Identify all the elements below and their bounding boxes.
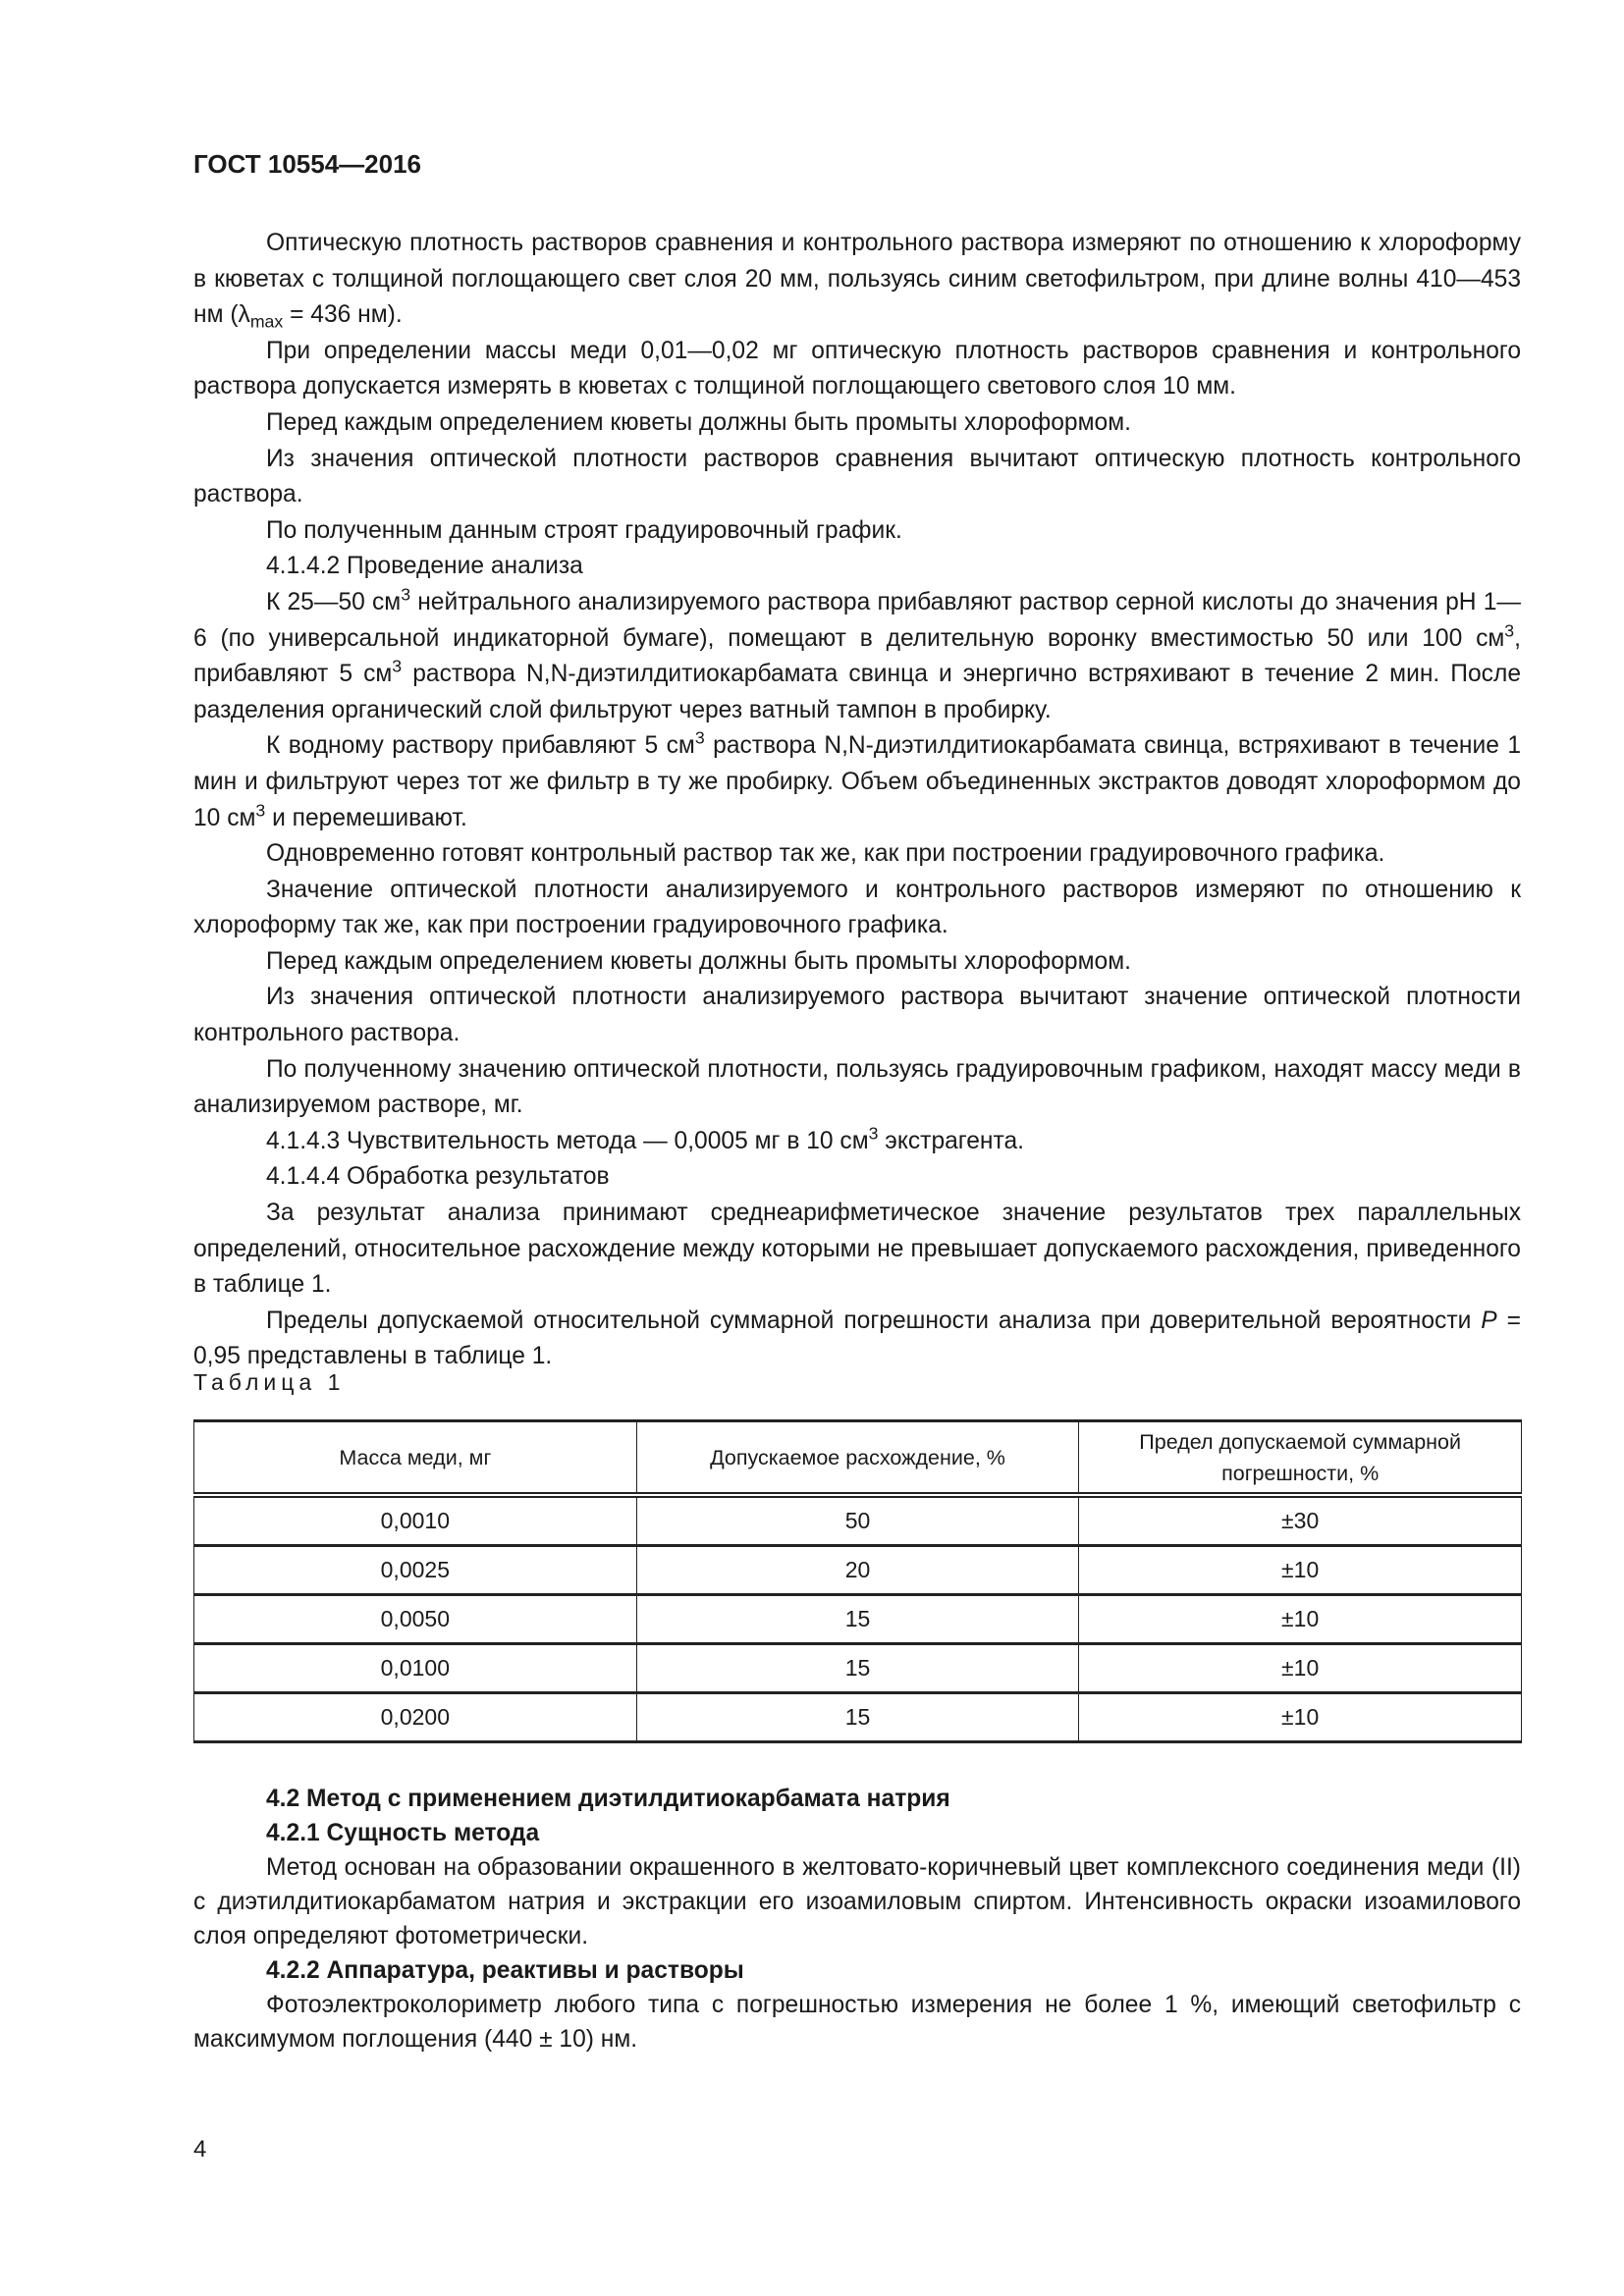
table-cell: ±30 [1079, 1495, 1522, 1546]
text-run: Перед каждым определением кюветы должны быть промыты хлороформом. [266, 408, 1131, 436]
text-run: Оптическую плотность растворов сравнения и контрольного раствора измеряют по отношению к хлороформу в кюветах с толщиной поглощающего свет слоя 20 мм, пользуясь синим светофильтром, при длине волны 410—453 нм (λ [193, 230, 1521, 329]
text-run: раствора N,N-диэтилдитиокарбамата свинца, встряхивают в течение 1 мин и фильтруют через тот же фильтр в ту же пробирку. Объем объединенных экстрактов доводят хлороформом до 10 см [193, 732, 1521, 831]
table-cell: 0,0025 [194, 1546, 637, 1595]
table-row [194, 1595, 1522, 1644]
table-cell: 15 [636, 1693, 1079, 1742]
table-header-row [194, 1421, 1522, 1496]
text-run: К 25—50 см [266, 588, 402, 615]
table-cell: 15 [636, 1595, 1079, 1644]
paragraph [193, 944, 1521, 981]
text-run: = 0,95 представлены в таблице 1. [193, 1307, 1521, 1370]
text-run: и перемешивают. [265, 804, 467, 831]
table-cell: ±10 [1079, 1546, 1522, 1595]
text-run: Пределы допускаемой относительной суммарной погрешности анализа при доверительной вероятности [266, 1307, 1482, 1334]
paragraph [193, 334, 1521, 405]
italic-text: P [1481, 1307, 1497, 1334]
table-cell: 0,0050 [194, 1595, 637, 1644]
section-heading [193, 1953, 1521, 1988]
text-run: По полученному значению оптической плотности, пользуясь градуировочным графиком, находят массу меди в анализируемом растворе, мг. [193, 1055, 1521, 1119]
text-run: К водному раствору прибавляют 5 см [266, 732, 695, 760]
text-run: экстрагента. [878, 1127, 1024, 1154]
document-header: ГОСТ 10554—2016 [193, 149, 421, 179]
superscript: 3 [392, 656, 403, 676]
text-run: Значение оптической плотности анализируемого и контрольного растворов измеряют по отношению к хлороформу так же, как при построении градуировочного графика. [193, 876, 1521, 939]
paragraph [193, 549, 1521, 585]
text-run: По полученным данным строят градуировочный график. [266, 516, 902, 544]
paragraph [193, 1159, 1521, 1196]
paragraph [193, 1850, 1521, 1953]
table-caption: Таблица 1 [193, 1369, 346, 1395]
paragraph [193, 1196, 1521, 1304]
text-run: 4.2 Метод с применением диэтилдитиокарбамата натрия [266, 1786, 950, 1812]
paragraph [193, 405, 1521, 442]
table-cell: 50 [636, 1495, 1079, 1546]
text-run: 4.2.1 Сущность метода [266, 1820, 540, 1846]
paragraph [193, 442, 1521, 513]
text-run: = 436 нм). [283, 301, 403, 329]
text-run: 4.1.4.4 Обработка результатов [266, 1163, 610, 1191]
table-1 [193, 1419, 1522, 1743]
paragraph [193, 585, 1521, 728]
table-row [194, 1693, 1522, 1742]
paragraph [193, 1304, 1521, 1375]
text-run: 4.2.2 Аппаратура, реактивы и растворы [266, 1957, 744, 1984]
text-run: 4.1.4.2 Проведение анализа [266, 553, 583, 580]
subscript: max [249, 311, 284, 332]
table-row [194, 1546, 1522, 1595]
table-row [194, 1644, 1522, 1693]
paragraph [193, 226, 1521, 334]
paragraph [193, 1988, 1521, 2056]
text-run: 4.1.4.3 Чувствительность метода — 0,0005 мг в 10 см [266, 1127, 869, 1154]
page-number: 4 [193, 2136, 207, 2163]
paragraph [193, 513, 1521, 550]
table-cell: ±10 [1079, 1693, 1522, 1742]
text-run: За результат анализа принимают среднеарифметическое значение результатов трех параллельных определений, относительное расхождение между которыми не превышает допускаемого расхождения, приведенного в таблице 1. [193, 1200, 1521, 1299]
paragraph [193, 1124, 1521, 1160]
section-heading [193, 1816, 1521, 1850]
text-run: нейтрального анализируемого раствора прибавляют раствор серной кислоты до значения pH 1—6 (по универсальной индикаторной бумаге), помещают в делительную воронку вместимостью 50 или 100 см [193, 588, 1521, 652]
superscript: 3 [694, 727, 705, 748]
table-cell: 0,0200 [194, 1693, 637, 1742]
body-text-section-4-2 [193, 1782, 1521, 2056]
column-header: Допускаемое расхождение, % [636, 1421, 1079, 1496]
section-heading [193, 1782, 1521, 1816]
table-body [194, 1495, 1522, 1742]
table-cell: ±10 [1079, 1595, 1522, 1644]
table-cell: 0,0010 [194, 1495, 637, 1546]
text-run: Из значения оптической плотности растворов сравнения вычитают оптическую плотность контрольного раствора. [193, 445, 1521, 508]
table-cell: 15 [636, 1644, 1079, 1693]
text-run: , прибавляют 5 см [193, 624, 1521, 688]
superscript: 3 [1504, 619, 1515, 640]
paragraph [193, 873, 1521, 944]
text-run: Метод основан на образовании окрашенного в желтовато-коричневый цвет комплексного соединения меди (II) с диэтилдитиокарбаматом натрия и экстракции его изоамиловым спиртом. Интенсивность окраски изоамилового слоя определяют фотометрически. [193, 1854, 1521, 1949]
text-run: При определении массы меди 0,01—0,02 мг оптическую плотность растворов сравнения и контрольного раствора допускается измерять в кюветах с толщиной поглощающего светового слоя 10 мм. [193, 337, 1521, 400]
column-header: Предел допускаемой суммарной погрешности, % [1079, 1421, 1522, 1496]
column-header: Масса меди, мг [194, 1421, 637, 1496]
paragraph [193, 836, 1521, 873]
text-run: Из значения оптической плотности анализируемого раствора вычитают значение оптической плотности контрольного раствора. [193, 984, 1521, 1047]
table-cell: ±10 [1079, 1644, 1522, 1693]
table-cell: 0,0100 [194, 1644, 637, 1693]
table-cell: 20 [636, 1546, 1079, 1595]
text-run: раствора N,N-диэтилдитиокарбамата свинца и энергично встряхивают в течение 2 мин. После разделения органический слой фильтруют через ватный тампон в пробирку. [193, 661, 1521, 723]
paragraph [193, 1052, 1521, 1124]
superscript: 3 [868, 1123, 879, 1144]
body-text-section-4-1-4 [193, 226, 1521, 1375]
superscript: 3 [401, 584, 411, 605]
paragraph [193, 980, 1521, 1051]
text-run: Фотоэлектроколориметр любого типа с погрешностью измерения не более 1 %, имеющий светофильтр с максимумом поглощения (440 ± 10) нм. [193, 1992, 1521, 2053]
superscript: 3 [255, 799, 266, 820]
text-run: Перед каждым определением кюветы должны быть промыты хлороформом. [266, 947, 1131, 975]
text-run: Одновременно готовят контрольный раствор так же, как при построении градуировочного графика. [266, 840, 1385, 868]
paragraph [193, 728, 1521, 836]
table-row [194, 1495, 1522, 1546]
